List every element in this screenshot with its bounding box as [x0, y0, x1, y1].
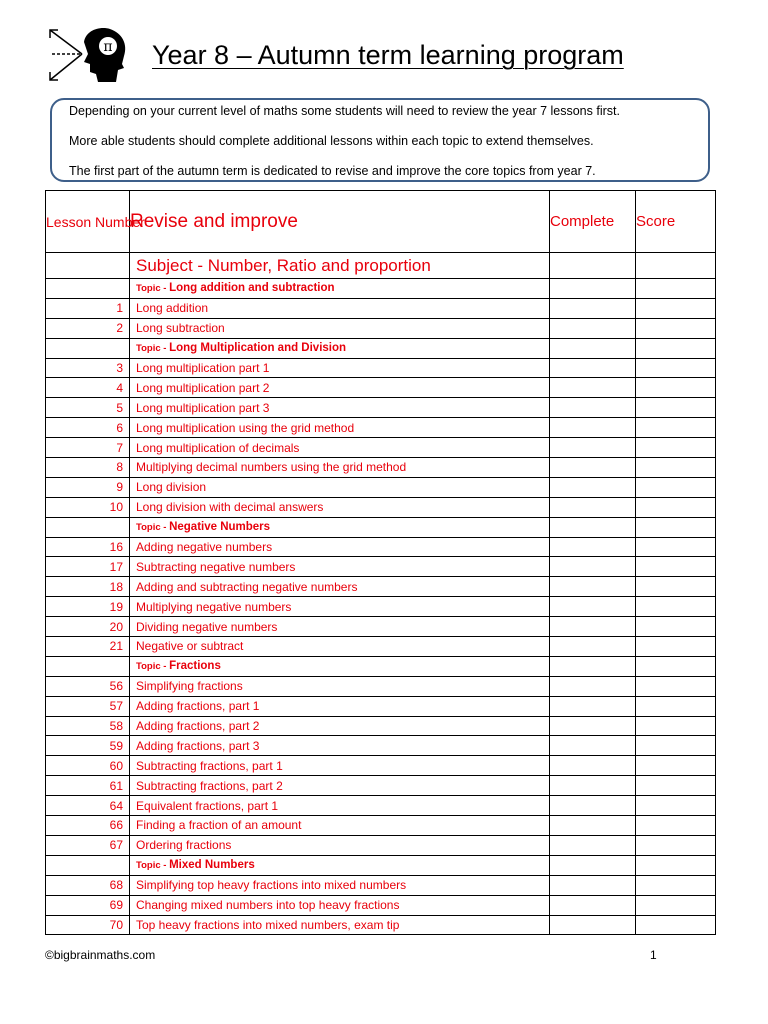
lesson-number: 57	[46, 696, 130, 716]
intro-line-3: The first part of the autumn term is dedicated to revise and improve the core topics from year 7.	[69, 164, 596, 178]
topic-number-cell	[46, 338, 130, 358]
lesson-title: Simplifying top heavy fractions into mixed numbers	[130, 875, 550, 895]
topic-row	[46, 855, 716, 875]
lesson-number: 64	[46, 796, 130, 816]
topic-label	[130, 656, 550, 676]
lesson-number: 67	[46, 835, 130, 855]
lesson-number: 18	[46, 577, 130, 597]
lesson-title: Long multiplication part 1	[130, 358, 550, 378]
header-revise-and-improve: Revise and improve	[130, 191, 550, 253]
lesson-title: Long addition	[130, 298, 550, 318]
lesson-row	[46, 915, 716, 935]
pi-glyph: π	[103, 39, 113, 55]
topic-label	[130, 517, 550, 537]
score-cell[interactable]	[636, 577, 716, 597]
lesson-number: 58	[46, 716, 130, 736]
lesson-number: 8	[46, 458, 130, 478]
topic-name: Fractions	[169, 660, 221, 673]
lesson-row	[46, 577, 716, 597]
lesson-number: 60	[46, 756, 130, 776]
lesson-title: Subtracting fractions, part 1	[130, 756, 550, 776]
topic-label	[130, 855, 550, 875]
lesson-title: Adding and subtracting negative numbers	[130, 577, 550, 597]
lesson-row	[46, 438, 716, 458]
lesson-row	[46, 676, 716, 696]
lesson-title: Ordering fractions	[130, 835, 550, 855]
lesson-number: 2	[46, 318, 130, 338]
complete-cell[interactable]	[550, 915, 636, 935]
score-cell[interactable]	[636, 298, 716, 318]
lesson-title: Long multiplication part 3	[130, 398, 550, 418]
lesson-title: Long subtraction	[130, 318, 550, 338]
topic-prefix: Topic -	[136, 661, 170, 673]
topic-label	[130, 338, 550, 358]
complete-cell[interactable]	[550, 756, 636, 776]
lesson-row	[46, 895, 716, 915]
lesson-row	[46, 756, 716, 776]
complete-cell[interactable]	[550, 796, 636, 816]
score-cell[interactable]	[636, 696, 716, 716]
topic-name: Long Multiplication and Division	[169, 342, 347, 355]
topic-number-cell	[46, 656, 130, 676]
score-cell[interactable]	[636, 557, 716, 577]
lesson-number: 59	[46, 736, 130, 756]
lesson-number: 1	[46, 298, 130, 318]
score-cell[interactable]	[636, 835, 716, 855]
lesson-row	[46, 597, 716, 617]
topic-prefix: Topic -	[136, 283, 170, 295]
lesson-title: Equivalent fractions, part 1	[130, 796, 550, 816]
lesson-row	[46, 696, 716, 716]
lesson-number: 70	[46, 915, 130, 935]
score-cell[interactable]	[636, 895, 716, 915]
complete-cell[interactable]	[550, 298, 636, 318]
lesson-title: Multiplying decimal numbers using the grid method	[130, 458, 550, 478]
topic-number-cell	[46, 855, 130, 875]
lesson-row	[46, 298, 716, 318]
score-cell[interactable]	[636, 318, 716, 338]
topic-row	[46, 338, 716, 358]
lesson-number: 7	[46, 438, 130, 458]
subject-row	[46, 253, 716, 279]
score-cell[interactable]	[636, 537, 716, 557]
lesson-table	[45, 190, 716, 935]
topic-label	[130, 279, 550, 299]
lesson-row	[46, 458, 716, 478]
intro-line-1: Depending on your current level of maths some students will need to review the year 7 lessons first.	[69, 104, 620, 118]
lesson-title: Dividing negative numbers	[130, 617, 550, 637]
complete-cell[interactable]	[550, 637, 636, 657]
score-cell[interactable]	[636, 855, 716, 875]
subject-number-cell	[46, 253, 130, 279]
complete-cell[interactable]	[550, 517, 636, 537]
lesson-row	[46, 557, 716, 577]
lesson-row	[46, 537, 716, 557]
topic-name: Mixed Numbers	[169, 859, 255, 872]
score-cell[interactable]	[636, 875, 716, 895]
topic-prefix: Topic -	[136, 522, 170, 534]
lesson-row	[46, 716, 716, 736]
page-title: Year 8 – Autumn term learning program	[152, 40, 624, 70]
footer-copyright: ©bigbrainmaths.com	[45, 948, 156, 962]
score-cell[interactable]	[636, 497, 716, 517]
lesson-row	[46, 477, 716, 497]
score-cell[interactable]	[636, 776, 716, 796]
topic-number-cell	[46, 517, 130, 537]
lesson-number: 4	[46, 378, 130, 398]
lesson-row	[46, 796, 716, 816]
complete-cell[interactable]	[550, 497, 636, 517]
complete-cell[interactable]	[550, 835, 636, 855]
complete-cell[interactable]	[550, 776, 636, 796]
lesson-number: 20	[46, 617, 130, 637]
topic-name: Negative Numbers	[169, 521, 271, 534]
header-score: Score	[636, 191, 716, 253]
score-cell[interactable]	[636, 736, 716, 756]
lesson-title: Adding fractions, part 2	[130, 716, 550, 736]
score-cell[interactable]	[636, 418, 716, 438]
lesson-row	[46, 318, 716, 338]
topic-row	[46, 279, 716, 299]
lesson-title: Adding negative numbers	[130, 537, 550, 557]
table-header-row	[46, 191, 716, 253]
lesson-number: 9	[46, 477, 130, 497]
complete-cell[interactable]	[550, 696, 636, 716]
topic-row	[46, 656, 716, 676]
complete-cell[interactable]	[550, 736, 636, 756]
lesson-number: 69	[46, 895, 130, 915]
lesson-number: 21	[46, 637, 130, 657]
score-cell[interactable]	[636, 398, 716, 418]
lesson-title: Changing mixed numbers into top heavy fractions	[130, 895, 550, 915]
lesson-number: 19	[46, 597, 130, 617]
lesson-row	[46, 378, 716, 398]
score-cell[interactable]	[636, 796, 716, 816]
lesson-number: 10	[46, 497, 130, 517]
score-cell[interactable]	[636, 756, 716, 776]
score-cell[interactable]	[636, 438, 716, 458]
lesson-row	[46, 398, 716, 418]
complete-cell[interactable]	[550, 358, 636, 378]
complete-cell[interactable]	[550, 338, 636, 358]
score-cell[interactable]	[636, 517, 716, 537]
subject-score-cell[interactable]	[636, 253, 716, 279]
intro-line-2: More able students should complete additional lessons within each topic to extend themselves.	[69, 134, 594, 148]
lesson-title: Subtracting fractions, part 2	[130, 776, 550, 796]
lesson-title: Multiplying negative numbers	[130, 597, 550, 617]
lesson-number: 17	[46, 557, 130, 577]
lesson-number: 61	[46, 776, 130, 796]
lesson-number: 68	[46, 875, 130, 895]
lesson-number: 6	[46, 418, 130, 438]
lesson-title: Simplifying fractions	[130, 676, 550, 696]
subject-complete-cell[interactable]	[550, 253, 636, 279]
lesson-row	[46, 418, 716, 438]
lesson-row	[46, 776, 716, 796]
score-cell[interactable]	[636, 378, 716, 398]
lesson-row	[46, 835, 716, 855]
complete-cell[interactable]	[550, 875, 636, 895]
score-cell[interactable]	[636, 279, 716, 299]
complete-cell[interactable]	[550, 855, 636, 875]
footer-page-number: 1	[650, 948, 657, 962]
lesson-title: Long division	[130, 477, 550, 497]
lesson-row	[46, 497, 716, 517]
complete-cell[interactable]	[550, 597, 636, 617]
lesson-row	[46, 736, 716, 756]
complete-cell[interactable]	[550, 895, 636, 915]
lesson-number: 16	[46, 537, 130, 557]
lesson-number: 5	[46, 398, 130, 418]
lesson-title: Subtracting negative numbers	[130, 557, 550, 577]
complete-cell[interactable]	[550, 318, 636, 338]
lesson-title: Long multiplication using the grid method	[130, 418, 550, 438]
score-cell[interactable]	[636, 477, 716, 497]
lesson-row	[46, 637, 716, 657]
complete-cell[interactable]	[550, 577, 636, 597]
score-cell[interactable]	[636, 915, 716, 935]
score-cell[interactable]	[636, 597, 716, 617]
complete-cell[interactable]	[550, 378, 636, 398]
lesson-row	[46, 358, 716, 378]
complete-cell[interactable]	[550, 279, 636, 299]
complete-cell[interactable]	[550, 438, 636, 458]
score-cell[interactable]	[636, 458, 716, 478]
complete-cell[interactable]	[550, 458, 636, 478]
score-cell[interactable]	[636, 358, 716, 378]
topic-prefix: Topic -	[136, 343, 170, 355]
score-cell[interactable]	[636, 617, 716, 637]
lesson-title: Adding fractions, part 3	[130, 736, 550, 756]
lesson-title: Negative or subtract	[130, 637, 550, 657]
complete-cell[interactable]	[550, 676, 636, 696]
header-complete: Complete	[550, 191, 636, 253]
lesson-title: Long multiplication part 2	[130, 378, 550, 398]
lesson-title: Adding fractions, part 1	[130, 696, 550, 716]
score-cell[interactable]	[636, 676, 716, 696]
lesson-row	[46, 816, 716, 836]
complete-cell[interactable]	[550, 617, 636, 637]
score-cell[interactable]	[636, 338, 716, 358]
lesson-number: 56	[46, 676, 130, 696]
complete-cell[interactable]	[550, 656, 636, 676]
complete-cell[interactable]	[550, 716, 636, 736]
complete-cell[interactable]	[550, 537, 636, 557]
lesson-title: Top heavy fractions into mixed numbers, exam tip	[130, 915, 550, 935]
lesson-title: Finding a fraction of an amount	[130, 816, 550, 836]
topic-number-cell	[46, 279, 130, 299]
complete-cell[interactable]	[550, 477, 636, 497]
brain-logo-icon	[44, 24, 134, 86]
score-cell[interactable]	[636, 637, 716, 657]
lesson-number: 66	[46, 816, 130, 836]
topic-name: Long addition and subtraction	[169, 282, 335, 295]
complete-cell[interactable]	[550, 398, 636, 418]
lesson-row	[46, 617, 716, 637]
topic-prefix: Topic -	[136, 860, 170, 872]
lesson-row	[46, 875, 716, 895]
subject-title: Subject - Number, Ratio and proportion	[130, 253, 550, 279]
lesson-number: 3	[46, 358, 130, 378]
lesson-title: Long multiplication of decimals	[130, 438, 550, 458]
complete-cell[interactable]	[550, 418, 636, 438]
header-lesson-number: Lesson Number	[46, 191, 130, 253]
score-cell[interactable]	[636, 656, 716, 676]
score-cell[interactable]	[636, 716, 716, 736]
score-cell[interactable]	[636, 816, 716, 836]
lesson-title: Long division with decimal answers	[130, 497, 550, 517]
intro-box	[50, 98, 710, 182]
topic-row	[46, 517, 716, 537]
complete-cell[interactable]	[550, 816, 636, 836]
complete-cell[interactable]	[550, 557, 636, 577]
